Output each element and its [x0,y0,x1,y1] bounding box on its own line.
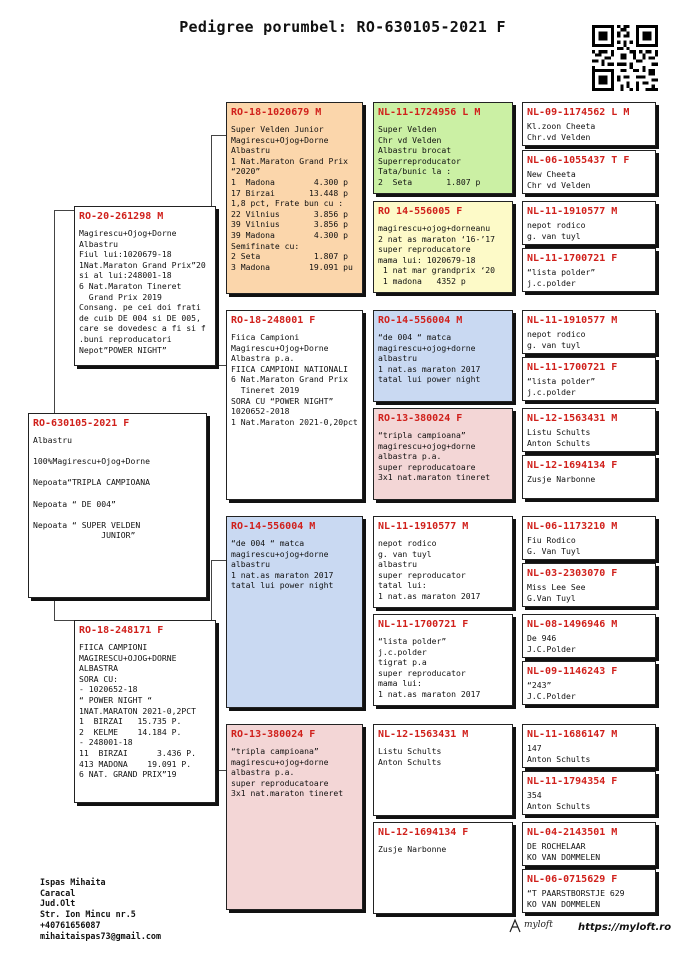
owner-contact: Ispas Mihaita Caracal Jud.Olt Str. Ion Mincu nr.5 +40761656087 mihaitaispas73@gmail.com [40,877,162,941]
card-notes: “tripla campioana” magirescu+ojog+dorne albastra p.a. super reproducatoare 3x1 nat.maraton tineret [231,746,344,799]
pedigree-card-gen5[interactable] [522,357,656,401]
ring-number: NL-11-1700721 F [527,253,618,264]
pedigree-card-gen5[interactable] [522,724,656,768]
ring-number: NL-11-1910577 M [527,315,618,326]
card-notes: Listu Schults Anton Schults [527,427,591,448]
card-notes: Fiica Campioni Magirescu+Ojog+Dorne Albastra p.a. FIICA CAMPIONI NATIONALI 6 Nat.Maraton Grand Prix Tineret 2019 SORA CU “POWER NIGHT” 1020652-2018 1 Nat.Maraton 2021-0,20pct [231,332,358,427]
pedigree-card-gen5[interactable] [522,201,656,245]
ring-number: NL-06-0715629 F [527,874,618,885]
ring-number: NL-09-1174562 L M [527,107,630,118]
card-notes: 354 Anton Schults [527,790,591,811]
pedigree-card-gen4[interactable] [373,102,513,194]
card-notes: Miss Lee See G.Van Tuyl [527,582,586,603]
connector-line [54,620,74,621]
pedigree-card-gen3[interactable] [226,102,363,294]
ring-number: NL-08-1496946 M [527,619,618,630]
pedigree-card-gen5[interactable] [522,248,656,292]
ring-number: RO-18-248001 F [231,315,316,326]
pedigree-card-gen5[interactable] [522,455,656,499]
ring-number: NL-03-2303070 F [527,568,618,579]
pedigree-card-gen5[interactable] [522,408,656,452]
connector-line [54,598,55,620]
ring-number: NL-12-1694134 F [378,827,469,838]
ring-number: NL-06-1055437 T F [527,155,630,166]
card-notes: Listu Schults Anton Schults [378,746,442,767]
ring-number: RO-20-261298 M [79,211,164,222]
pedigree-card-gen5[interactable] [522,771,656,815]
ring-number: NL-04-2143501 M [527,827,618,838]
ring-number: RO-18-1020679 M [231,107,322,118]
card-notes: 147 Anton Schults [527,743,591,764]
connector-line [54,210,74,211]
ring-number: NL-11-1794354 F [527,776,618,787]
site-url[interactable]: https://myloft.ro [578,922,672,933]
pedigree-card-gen4[interactable] [373,614,513,706]
card-notes: “de 004 “ matca magirescu+ojog+dorne albastru 1 nat.as maraton 2017 tatal lui power night [378,332,481,385]
card-notes: “lista polder” j.c.polder [527,267,596,288]
ring-number: RO-18-248171 F [79,625,164,636]
card-notes: Zusje Narbonne [378,844,447,854]
pedigree-card-gen4[interactable] [373,408,513,500]
ring-number: NL-11-1910577 M [527,206,618,217]
pedigree-card-subject[interactable] [28,413,207,598]
pedigree-card-dam[interactable] [74,620,216,803]
pedigree-card-gen3[interactable] [226,310,363,500]
page-title: Pedigree porumbel: RO-630105-2021 F [179,18,506,36]
card-notes: nepot rodico g. van tuyl albastru super reproducator tatal lui: 1 nat.as maraton 2017 [378,538,481,601]
pedigree-card-gen4[interactable] [373,201,513,293]
card-notes: Albastru 100%Magirescu+Ojog+Dorne Nepoata“TRIPLA CAMPIOANA Nepoata “ DE 004” Nepoata “ SUPER VELDEN JUNIOR” [33,435,150,541]
ring-number: RO-14-556004 M [231,521,316,532]
ring-number: RO 14-556005 F [378,206,463,217]
connector-line [211,560,226,561]
card-notes: “lista polder” j.c.polder [527,376,596,397]
connector-line [54,210,55,413]
pedigree-card-gen5[interactable] [522,563,656,607]
pedigree-card-gen5[interactable] [522,822,656,866]
pedigree-card-sire[interactable] [74,206,216,366]
qr-code-icon [592,25,658,91]
card-notes: “243” J.C.Polder [527,680,576,701]
card-notes: Magirescu+Ojog+Dorne Albastru Fiul lui:1020679-18 1Nat.Maraton Grand Prix”20 si al lui:248001-18 6 Nat.Maraton Tineret Grand Prix 2019 Consang. pe cei doi frati de cuib DE 004 si DE 005, care se dovedesc a fi si f .buni reproducatori Nepot”POWER NIGHT” [79,228,206,355]
card-notes: “T PAARSTBORSTJE 629 KO VAN DOMMELEN [527,888,625,909]
myloft-logo: myloft [524,920,553,930]
ring-number: NL-12-1694134 F [527,460,618,471]
card-notes: “tripla campioana” magirescu+ojog+dorne albastra p.a. super reproducatoare 3x1 nat.maraton tineret [378,430,491,483]
card-notes: nepot rodico g. van tuyl [527,329,586,350]
ring-number: RO-13-380024 F [378,413,463,424]
ring-number: NL-11-1910577 M [378,521,469,532]
pedigree-card-gen5[interactable] [522,102,656,146]
card-notes: DE ROCHELAAR KO VAN DOMMELEN [527,841,601,862]
ring-number: NL-11-1700721 F [378,619,469,630]
pedigree-card-gen5[interactable] [522,516,656,560]
pedigree-card-gen5[interactable] [522,150,656,194]
card-notes: Super Velden Chr vd Velden Albastru brocat Superreproducator Tata/bunic la : 2 Seta 1.807 p [378,124,481,187]
pedigree-card-gen4[interactable] [373,724,513,816]
pedigree-card-gen4[interactable] [373,822,513,914]
card-notes: Fiu Rodico G. Van Tuyl [527,535,581,556]
card-notes: Super Velden Junior Magirescu+Ojog+Dorne Albastru 1 Nat.Maraton Grand Prix “2020” 1 Madona 4.300 p 17 Birzai 13.448 p 1,8 pct, Frate bun cu : 22 Vilnius 3.856 p 39 Vilnius 3.856 p 39 Madona 4.300 p Semifinate cu: 2 Seta 1.807 p 3 Madona 19.091 pu [231,124,353,272]
ring-number: NL-11-1724956 L M [378,107,481,118]
card-notes: “lista polder” j.c.polder tigrat p.a super reproducator mama lui: 1 nat.as maraton 2017 [378,636,481,699]
ring-number: RO-13-380024 F [231,729,316,740]
pedigree-card-gen4[interactable] [373,516,513,608]
card-notes: New Cheeta Chr vd Velden [527,169,591,190]
card-notes: FIICA CAMPIONI MAGIRESCU+OJOG+DORNE ALBASTRA SORA CU: - 1020652-18 “ POWER NIGHT “ 1NAT.MARATON 2021-0,2PCT 1 BIRZAI 15.735 P. 2 KELME 14.184 P. - 248001-18 11 BIRZAI 3.436 P. 413 MADONA 19.091 P. 6 NAT. GRAND PRIX”19 [79,642,196,780]
card-notes: Zusje Narbonne [527,474,596,484]
card-notes: magirescu+ojog+dorneanu 2 nat as maraton ‘16-’17 super reproducatore mama lui: 1020679-18 1 nat mar grandprix ‘20 1 madona 4352 p [378,223,495,286]
ring-number: NL-11-1700721 F [527,362,618,373]
pedigree-card-gen5[interactable] [522,310,656,354]
pedigree-card-gen3[interactable] [226,516,363,708]
pedigree-card-gen4[interactable] [373,310,513,402]
connector-line [211,135,226,136]
pedigree-card-gen5[interactable] [522,869,656,913]
pedigree-card-gen3[interactable] [226,724,363,910]
pedigree-card-gen5[interactable] [522,614,656,658]
ring-number: RO-630105-2021 F [33,418,130,429]
card-notes: nepot rodico g. van tuyl [527,220,586,241]
ring-number: NL-06-1173210 M [527,521,618,532]
card-notes: Kl.zoon Cheeta Chr.vd Velden [527,121,596,142]
ring-number: NL-12-1563431 M [378,729,469,740]
card-notes: “de 004 “ matca magirescu+ojog+dorne albastru 1 nat.as maraton 2017 tatal lui power night [231,538,334,591]
ring-number: RO-14-556004 M [378,315,463,326]
ring-number: NL-09-1146243 F [527,666,618,677]
ring-number: NL-12-1563431 M [527,413,618,424]
myloft-logo-icon [508,918,522,934]
card-notes: De 946 J.C.Polder [527,633,576,654]
pedigree-card-gen5[interactable] [522,661,656,705]
ring-number: NL-11-1686147 M [527,729,618,740]
